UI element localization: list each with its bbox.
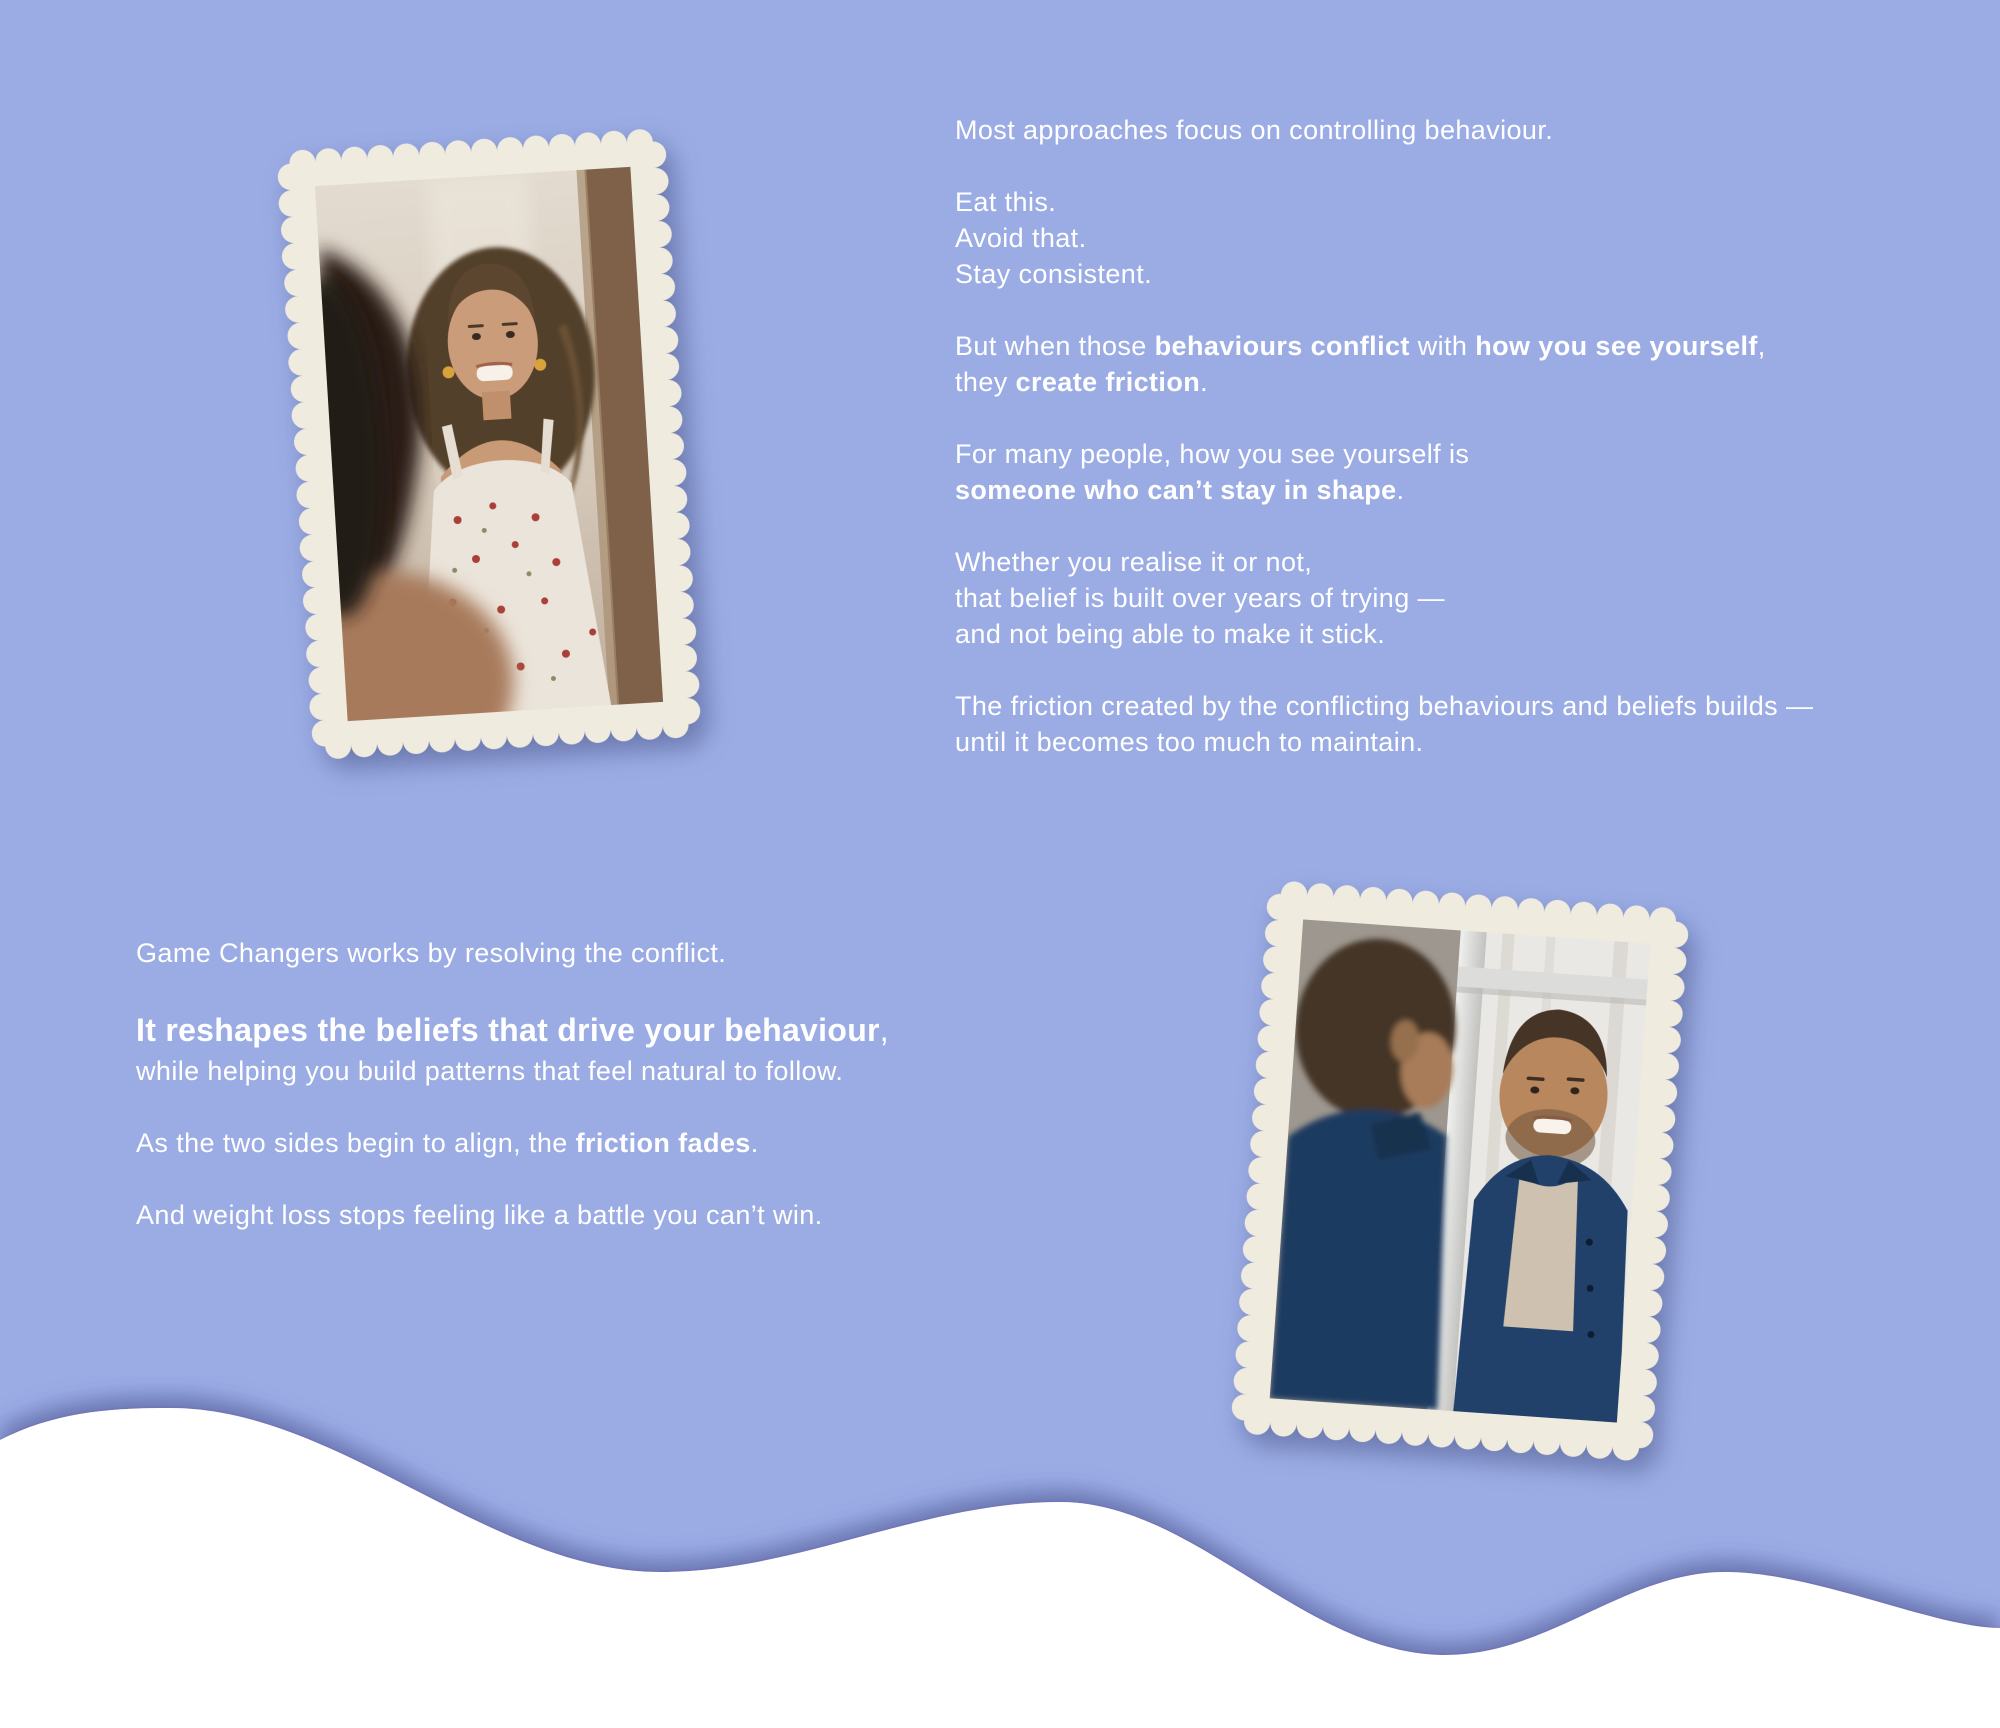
paragraph [136, 1125, 1056, 1161]
text-line: Most approaches focus on controlling behaviour. [955, 115, 1554, 145]
paragraph [955, 688, 1975, 760]
paragraph [136, 935, 1056, 971]
solution-text-block [136, 935, 1056, 1233]
text-line: they create friction. [955, 367, 1209, 397]
text-line: And weight loss stops feeling like a battle you can’t win. [136, 1200, 823, 1230]
text-line: someone who can’t stay in shape. [955, 475, 1405, 505]
paragraph [955, 544, 1975, 652]
text-line: As the two sides begin to align, the friction fades. [136, 1128, 759, 1158]
wave-edge-hairline [0, 1408, 2000, 1655]
paragraph [955, 436, 1975, 508]
intro-text-block [955, 112, 1975, 760]
text-line: while helping you build patterns that feel natural to follow. [136, 1056, 844, 1086]
text-line: But when those behaviours conflict with how you see yourself, [955, 331, 1766, 361]
paragraph [136, 1197, 1056, 1233]
wave-white-shape [0, 1408, 2000, 1728]
text-line: It reshapes the beliefs that drive your behaviour, [136, 1012, 889, 1048]
paragraph [136, 1007, 1056, 1089]
text-line: that belief is built over years of trying — [955, 583, 1445, 613]
text-line: Stay consistent. [955, 259, 1152, 289]
paragraph [955, 112, 1975, 148]
text-line: Game Changers works by resolving the conflict. [136, 938, 727, 968]
text-line: Avoid that. [955, 223, 1087, 253]
text-line: and not being able to make it stick. [955, 619, 1386, 649]
paragraph [955, 328, 1975, 400]
photo-man-scene [1270, 919, 1653, 1422]
paragraph [955, 184, 1975, 292]
polaroid-photo-man [1229, 879, 1691, 1463]
text-line: The friction created by the conflicting behaviours and beliefs builds — [955, 691, 1814, 721]
text-line: Whether you realise it or not, [955, 547, 1313, 577]
text-line: For many people, how you see yourself is [955, 439, 1470, 469]
text-line: until it becomes too much to maintain. [955, 727, 1424, 757]
text-line: Eat this. [955, 187, 1057, 217]
polaroid-photo-woman [275, 127, 704, 762]
